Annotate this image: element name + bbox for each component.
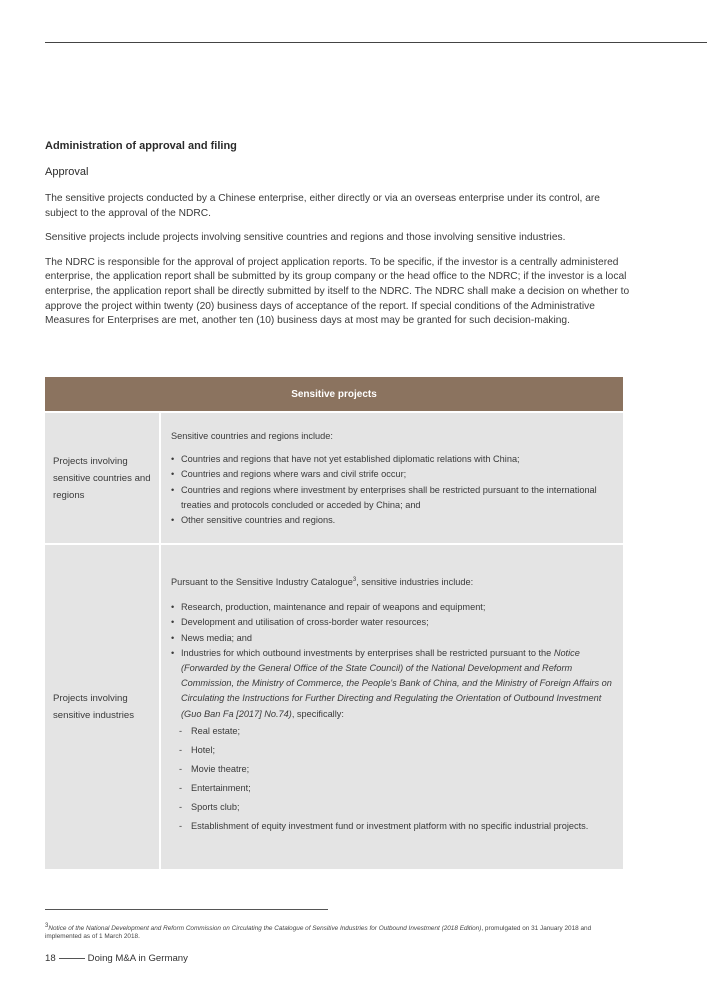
intro-text: Pursuant to the Sensitive Industry Catalogue [171, 577, 353, 588]
bullet-list [171, 452, 615, 528]
sensitive-projects-table [45, 377, 623, 869]
list-item [171, 646, 615, 722]
dash-list [171, 722, 615, 836]
list-item: • Countries and regions that have not yet established diplomatic relations with China; [171, 452, 615, 467]
page-number: 18 [45, 953, 56, 964]
list-item: • News media; and [171, 631, 615, 646]
bullet-post: , specifically: [291, 708, 344, 719]
list-item: - Real estate; [171, 722, 615, 741]
table-row [45, 543, 623, 869]
main-content [45, 140, 630, 339]
bullet-list [171, 600, 615, 722]
list-item: • Research, production, maintenance and repair of weapons and equipment; [171, 600, 615, 615]
publication-title: Doing M&A in Germany [87, 953, 188, 964]
paragraph-2: Sensitive projects include projects involving sensitive countries and regions and those involving sensitive industries. [45, 232, 566, 244]
list-item: • Countries and regions where investment by enterprises shall be restricted pursuant to the international treaties and protocols concluded or acceded by China; and [171, 483, 615, 513]
footnote-number: 3 [45, 923, 49, 929]
paragraph-1: The sensitive projects conducted by a Chinese enterprise, either directly or via an overseas enterprise under its control, are subject to the approval of the NDRC. [45, 193, 600, 219]
footnote-rule [45, 909, 328, 910]
list-item: • Countries and regions where wars and civil strife occur; [171, 467, 615, 482]
footnote-rest: , promulgated on 31 January 2018 and implemented as of 1 March 2018. [45, 925, 592, 941]
footer-dash [59, 958, 85, 959]
intro-tail: , sensitive industries include: [356, 577, 474, 588]
row-intro [171, 573, 615, 590]
paragraph-3: The NDRC is responsible for the approval of project application reports. To be specific, if the investor is a centrally administered enterprise, the application report shall be submitted by its group company or the head office to the NDRC; if the investor is a local enterprise, the application report shall be directly submitted by itself to the NDRC. The NDRC shall make a decision on whether to approve the project within twenty (20) business days of acceptance of the report. If special conditions of the Administrative Measures for Enterprises are met, another ten (10) business days at most may be granted for such decision-making. [45, 256, 630, 327]
row-label-countries: Projects involving sensitive countries and regions [45, 411, 161, 543]
list-item: • Development and utilisation of cross-border water resources; [171, 615, 615, 630]
row-label-industries: Projects involving sensitive industries [45, 543, 161, 869]
table-header: Sensitive projects [45, 377, 623, 411]
table-row [45, 411, 623, 543]
row-body-countries [161, 411, 623, 543]
footnote-title: Notice of the National Development and Reform Commission on Circulating the Catalogue of Sensitive Industries for Outbound Investment (2018 Edition) [48, 925, 482, 933]
list-item: - Establishment of equity investment fund or investment platform with no specific industrial projects. [171, 817, 615, 836]
list-item: - Hotel; [171, 741, 615, 760]
top-rule [45, 42, 707, 43]
list-item: - Sports club; [171, 798, 615, 817]
section-subheading: Approval [45, 166, 89, 178]
footnote [45, 922, 625, 941]
section-heading: Administration of approval and filing [45, 140, 237, 152]
list-item: • Other sensitive countries and regions. [171, 513, 615, 528]
list-item: - Entertainment; [171, 779, 615, 798]
footnote-ref: 3 [352, 577, 357, 583]
bullet-pre: Industries for which outbound investments by enterprises shall be restricted pursuant to the [181, 647, 554, 658]
page-footer [45, 953, 188, 964]
row-body-industries [161, 543, 623, 869]
list-item: - Movie theatre; [171, 760, 615, 779]
notice-title: Notice (Forwarded by the General Office of the State Council) of the National Development and Reform Commission, the Ministry of Commerce, the People's Bank of China, and the Ministry of Foreign Affairs on Circulating the Instructions for Further Directing and Regulating the Orientation of Outbound Investment (Guo Ban Fa [2017] No.74) [181, 647, 612, 719]
row-intro: Sensitive countries and regions include: [171, 431, 333, 441]
